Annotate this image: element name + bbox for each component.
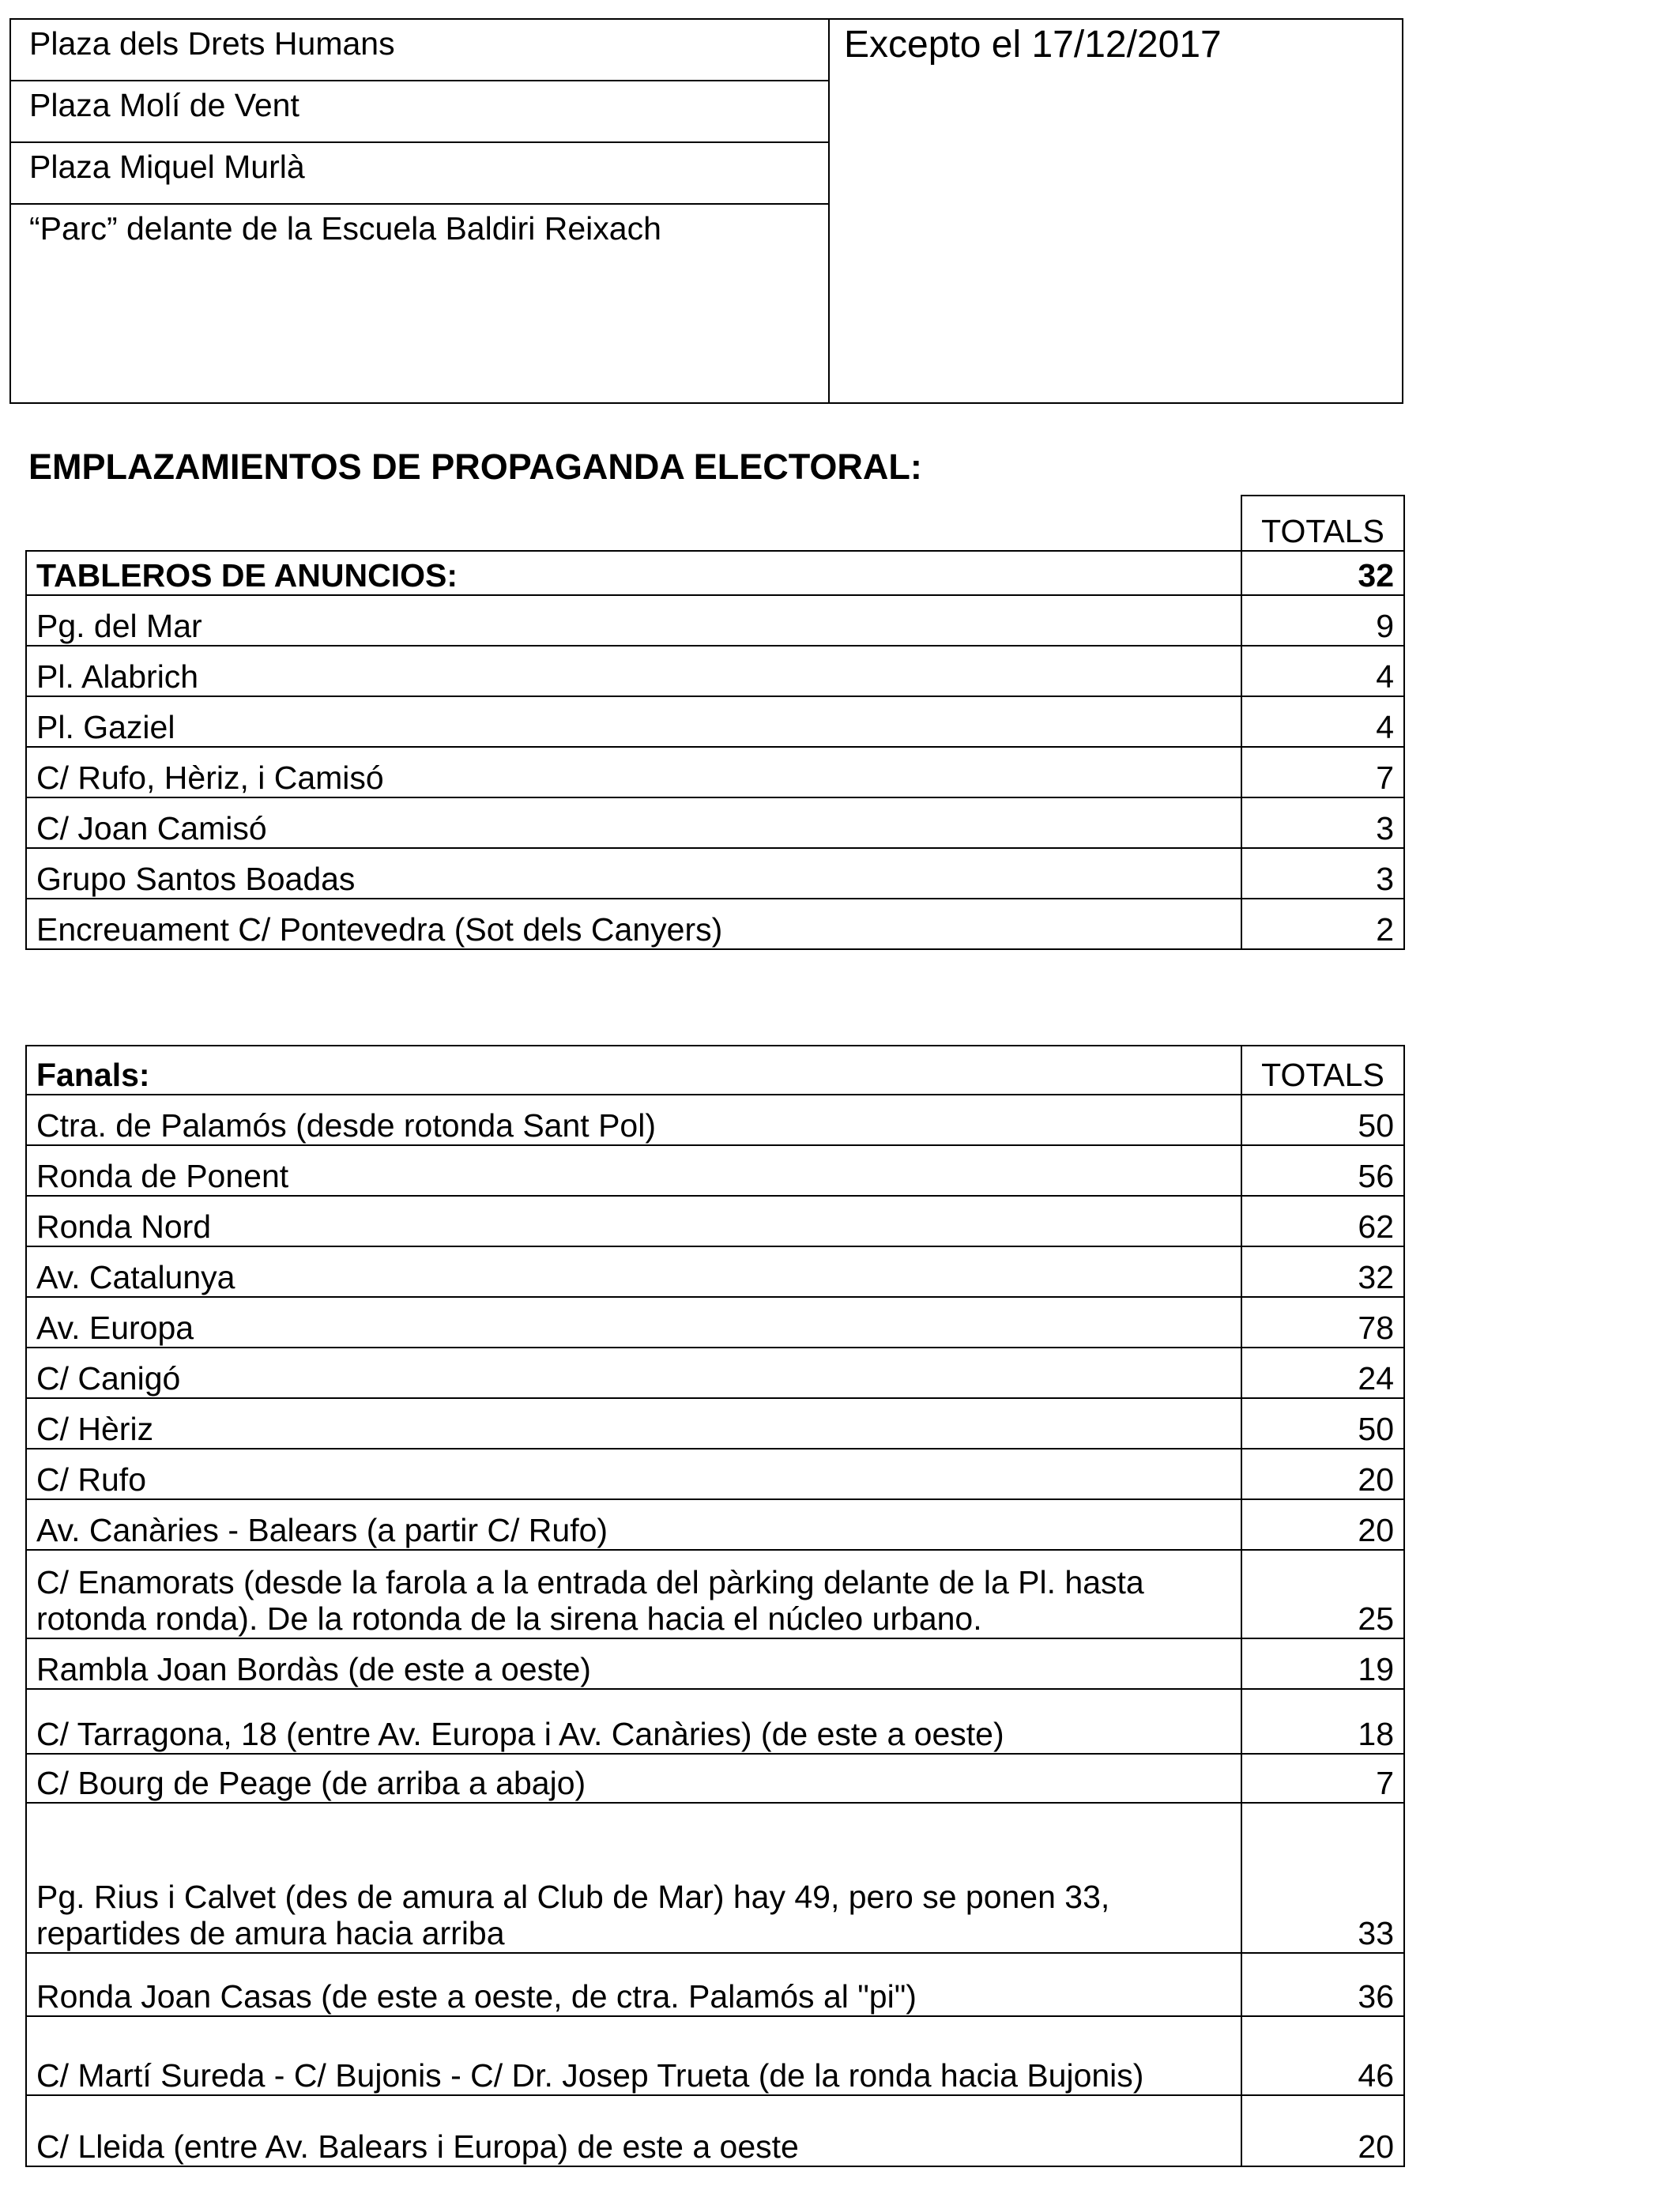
row-label: Pg. del Mar <box>26 595 1241 646</box>
row-label: C/ Martí Sureda - C/ Bujonis - C/ Dr. Josep Trueta (de la ronda hacia Bujonis) <box>26 2016 1241 2095</box>
row-label: Pl. Alabrich <box>26 646 1241 696</box>
location-item: Plaza Molí de Vent <box>11 81 828 143</box>
totals-header: TOTALS <box>1241 496 1404 551</box>
table-row <box>26 1095 1404 1145</box>
table-row <box>26 696 1404 747</box>
row-label: Ronda Joan Casas (de este a oeste, de ctra. Palamós al "pi") <box>26 1953 1241 2016</box>
row-label: C/ Bourg de Peage (de arriba a abajo) <box>26 1754 1241 1803</box>
table-row <box>26 1754 1404 1803</box>
row-label: C/ Rufo <box>26 1449 1241 1499</box>
row-label: Rambla Joan Bordàs (de este a oeste) <box>26 1638 1241 1689</box>
row-label: Encreuament C/ Pontevedra (Sot dels Canyers) <box>26 899 1241 949</box>
table-row <box>26 2095 1404 2166</box>
row-value: 7 <box>1241 747 1404 797</box>
location-item: Plaza dels Drets Humans <box>11 20 828 81</box>
fanals-title: Fanals: <box>26 1046 1241 1095</box>
table-row <box>26 1297 1404 1348</box>
row-label: Av. Catalunya <box>26 1246 1241 1297</box>
table-row <box>26 1348 1404 1398</box>
row-value: 36 <box>1241 1953 1404 2016</box>
row-value: 32 <box>1241 1246 1404 1297</box>
row-label: Pl. Gaziel <box>26 696 1241 747</box>
table-row <box>26 899 1404 949</box>
location-item: “Parc” delante de la Escuela Baldiri Reixach <box>29 210 661 247</box>
row-value: 20 <box>1241 1449 1404 1499</box>
exception-note: Excepto el 17/12/2017 <box>844 24 1222 66</box>
row-label: Grupo Santos Boadas <box>26 848 1241 899</box>
row-label: C/ Hèriz <box>26 1398 1241 1449</box>
table-row <box>26 1638 1404 1689</box>
row-value: 56 <box>1241 1145 1404 1196</box>
table-row <box>26 595 1404 646</box>
table-row <box>26 747 1404 797</box>
row-value: 20 <box>1241 2095 1404 2166</box>
row-label: C/ Lleida (entre Av. Balears i Europa) de este a oeste <box>26 2095 1241 2166</box>
row-value: 24 <box>1241 1348 1404 1398</box>
row-value: 78 <box>1241 1297 1404 1348</box>
totals-header: TOTALS <box>1241 1046 1404 1095</box>
fanals-table <box>25 1045 1405 2167</box>
table-row <box>26 1803 1404 1953</box>
row-value: 25 <box>1241 1550 1404 1638</box>
row-value: 46 <box>1241 2016 1404 2095</box>
row-value: 33 <box>1241 1803 1404 1953</box>
row-value: 3 <box>1241 797 1404 848</box>
row-value: 2 <box>1241 899 1404 949</box>
table-row <box>26 1689 1404 1754</box>
table-header-row <box>26 1046 1404 1095</box>
row-value: 50 <box>1241 1095 1404 1145</box>
table-row <box>26 1145 1404 1196</box>
row-label: Ctra. de Palamós (desde rotonda Sant Pol) <box>26 1095 1241 1145</box>
table-row <box>26 1499 1404 1550</box>
table-row <box>26 848 1404 899</box>
locations-list <box>11 20 830 402</box>
locations-box <box>9 18 1403 404</box>
table-row <box>26 1550 1404 1638</box>
row-value: 4 <box>1241 696 1404 747</box>
row-label: Av. Europa <box>26 1297 1241 1348</box>
row-label: C/ Joan Camisó <box>26 797 1241 848</box>
table-row <box>26 1246 1404 1297</box>
location-item: Plaza Miquel Murlà <box>11 143 828 205</box>
row-value: 50 <box>1241 1398 1404 1449</box>
row-label: C/ Rufo, Hèriz, i Camisó <box>26 747 1241 797</box>
row-label: Ronda Nord <box>26 1196 1241 1246</box>
row-label: C/ Enamorats (desde la farola a la entrada del pàrking delante de la Pl. hasta rotonda ronda). De la rotonda de la sirena hacia el núcleo urbano. <box>26 1550 1241 1638</box>
table-row <box>26 1953 1404 2016</box>
table-row <box>26 1196 1404 1246</box>
row-label: Pg. Rius i Calvet (des de amura al Club de Mar) hay 49, pero se ponen 33, repartides de amura hacia arriba <box>26 1803 1241 1953</box>
row-value: 62 <box>1241 1196 1404 1246</box>
row-label: Ronda de Ponent <box>26 1145 1241 1196</box>
row-value: 20 <box>1241 1499 1404 1550</box>
row-value: 9 <box>1241 595 1404 646</box>
row-value: 18 <box>1241 1689 1404 1754</box>
row-label: Av. Canàries - Balears (a partir C/ Rufo) <box>26 1499 1241 1550</box>
row-label: C/ Canigó <box>26 1348 1241 1398</box>
table-header-row <box>26 496 1404 551</box>
tableros-table <box>25 495 1405 950</box>
tableros-title: TABLEROS DE ANUNCIOS: <box>26 551 1241 595</box>
table-row <box>26 797 1404 848</box>
row-value: 3 <box>1241 848 1404 899</box>
table-row <box>26 2016 1404 2095</box>
row-label: C/ Tarragona, 18 (entre Av. Europa i Av. Canàries) (de este a oeste) <box>26 1689 1241 1754</box>
row-value: 4 <box>1241 646 1404 696</box>
table-title-row <box>26 551 1404 595</box>
section-title: EMPLAZAMIENTOS DE PROPAGANDA ELECTORAL: <box>28 447 922 487</box>
table-row <box>26 646 1404 696</box>
row-value: 7 <box>1241 1754 1404 1803</box>
tableros-total: 32 <box>1241 551 1404 595</box>
table-row <box>26 1449 1404 1499</box>
table-row <box>26 1398 1404 1449</box>
row-value: 19 <box>1241 1638 1404 1689</box>
